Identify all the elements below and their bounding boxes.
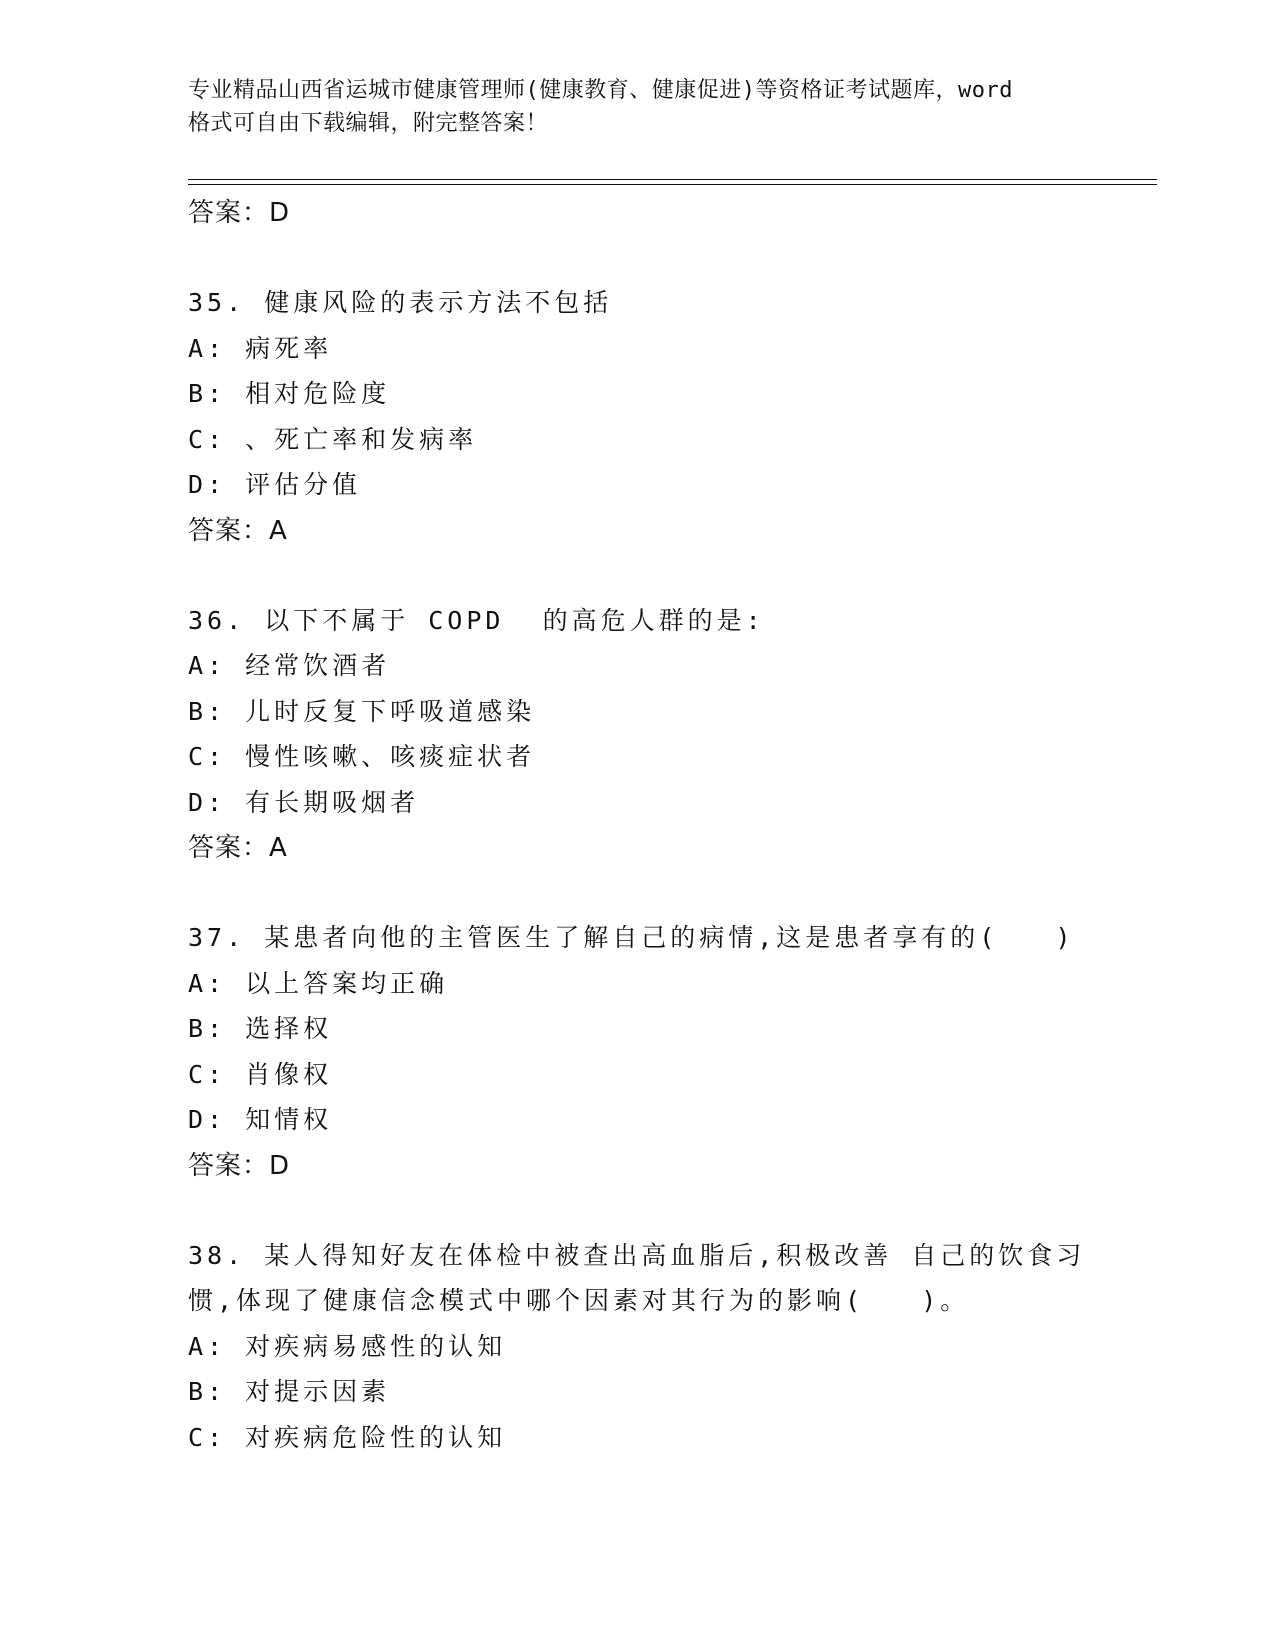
option-c: C: 、死亡率和发病率 bbox=[188, 424, 478, 454]
question-36 bbox=[188, 598, 1088, 872]
option-d: D: 有长期吸烟者 bbox=[188, 787, 420, 817]
answer-label: 答案：A bbox=[188, 515, 288, 546]
option-b: B: 相对危险度 bbox=[188, 379, 391, 408]
answer-label: 答案：D bbox=[188, 1150, 291, 1181]
header-line-2: 格式可自由下载编辑，附完整答案！ bbox=[188, 111, 549, 136]
option-c: C: 慢性咳嗽、咳痰症状者 bbox=[188, 742, 536, 771]
option-b: B: 对提示因素 bbox=[188, 1377, 391, 1406]
option-d: D: 知情权 bbox=[188, 1105, 333, 1134]
option-b: B: 儿时反复下呼吸道感染 bbox=[188, 696, 536, 726]
option-d: D: 评估分值 bbox=[188, 470, 362, 499]
document-header bbox=[188, 74, 1088, 140]
question-text-line-2: 惯,体现了健康信念模式中哪个因素对其行为的影响( )。 bbox=[188, 1286, 970, 1315]
question-text: 36. 以下不属于 COPD 的高危人群的是: bbox=[188, 605, 765, 635]
header-rule-bottom bbox=[188, 184, 1157, 185]
answer-label: 答案：A bbox=[188, 833, 288, 863]
question-text: 35. 健康风险的表示方法不包括 bbox=[188, 288, 613, 317]
option-a: A: 经常饮酒者 bbox=[188, 651, 391, 680]
question-37 bbox=[188, 915, 1088, 1189]
question-35 bbox=[188, 280, 1088, 554]
answer-label: 答案：D bbox=[188, 198, 291, 228]
header-rule-top bbox=[188, 179, 1157, 180]
option-a: A: 对疾病易感性的认知 bbox=[188, 1331, 507, 1361]
question-text-line-1: 38. 某人得知好友在体检中被查出高血脂后,积极改善 自己的饮食习 bbox=[188, 1240, 1086, 1270]
option-b: B: 选择权 bbox=[188, 1014, 333, 1043]
option-c: C: 对疾病危险性的认知 bbox=[188, 1422, 507, 1452]
option-a: A: 病死率 bbox=[188, 333, 333, 363]
option-a: A: 以上答案均正确 bbox=[188, 968, 449, 998]
question-text: 37. 某患者向他的主管医生了解自己的病情,这是患者享有的( ) bbox=[188, 923, 1075, 952]
option-c: C: 肖像权 bbox=[188, 1059, 333, 1089]
header-line-1: 专业精品山西省运城市健康管理师(健康教育、健康促进)等资格证考试题库，word bbox=[188, 78, 1013, 103]
question-38 bbox=[188, 1233, 1088, 1461]
question-list bbox=[188, 190, 1088, 1460]
